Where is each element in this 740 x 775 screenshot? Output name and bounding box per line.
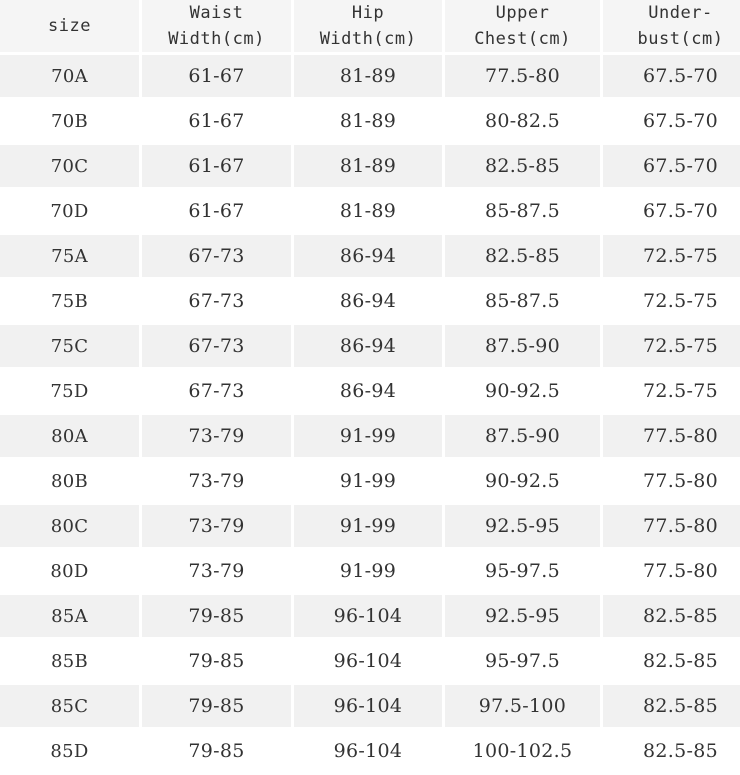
table-row	[0, 550, 740, 592]
waist-cell: 79-85	[142, 595, 291, 637]
upper-chest-cell: 87.5-90	[445, 415, 600, 457]
header-size-label: size	[48, 16, 91, 36]
header-waist-line2: Width(cm)	[168, 29, 265, 49]
header-waist-line1: Waist	[189, 3, 244, 23]
table-row	[0, 55, 740, 97]
waist-cell: 79-85	[142, 730, 291, 772]
underbust-cell: 72.5-75	[603, 235, 740, 277]
size-cell: 80C	[0, 505, 139, 547]
upper-chest-cell: 80-82.5	[445, 100, 600, 142]
table-row	[0, 595, 740, 637]
header-upper-chest-line2: Chest(cm)	[474, 29, 571, 49]
underbust-cell: 67.5-70	[603, 190, 740, 232]
size-cell: 85D	[0, 730, 139, 772]
hip-cell: 81-89	[294, 100, 442, 142]
table-row	[0, 370, 740, 412]
underbust-cell: 82.5-85	[603, 640, 740, 682]
size-cell: 85C	[0, 685, 139, 727]
waist-cell: 79-85	[142, 640, 291, 682]
waist-cell: 73-79	[142, 550, 291, 592]
waist-cell: 61-67	[142, 55, 291, 97]
header-upper-chest-line1: Upper	[495, 3, 550, 23]
underbust-cell: 82.5-85	[603, 730, 740, 772]
hip-cell: 96-104	[294, 685, 442, 727]
upper-chest-cell: 87.5-90	[445, 325, 600, 367]
header-row	[0, 0, 740, 52]
waist-cell: 73-79	[142, 460, 291, 502]
size-cell: 80B	[0, 460, 139, 502]
upper-chest-cell: 92.5-95	[445, 505, 600, 547]
underbust-cell: 72.5-75	[603, 280, 740, 322]
upper-chest-cell: 95-97.5	[445, 550, 600, 592]
table-row	[0, 505, 740, 547]
table-row	[0, 190, 740, 232]
header-underbust-line2: bust(cm)	[637, 29, 724, 49]
hip-cell: 96-104	[294, 730, 442, 772]
table-row	[0, 415, 740, 457]
underbust-cell: 77.5-80	[603, 505, 740, 547]
waist-cell: 73-79	[142, 415, 291, 457]
upper-chest-cell: 100-102.5	[445, 730, 600, 772]
underbust-cell: 72.5-75	[603, 325, 740, 367]
table-row	[0, 640, 740, 682]
size-cell: 85B	[0, 640, 139, 682]
header-hip-line2: Width(cm)	[319, 29, 417, 49]
header-upper-chest	[445, 0, 600, 52]
upper-chest-cell: 90-92.5	[445, 460, 600, 502]
waist-cell: 67-73	[142, 235, 291, 277]
waist-cell: 61-67	[142, 145, 291, 187]
hip-cell: 86-94	[294, 370, 442, 412]
upper-chest-cell: 85-87.5	[445, 280, 600, 322]
upper-chest-cell: 77.5-80	[445, 55, 600, 97]
underbust-cell: 77.5-80	[603, 415, 740, 457]
hip-cell: 91-99	[294, 415, 442, 457]
upper-chest-cell: 92.5-95	[445, 595, 600, 637]
table-row	[0, 730, 740, 772]
hip-cell: 86-94	[294, 325, 442, 367]
waist-cell: 61-67	[142, 100, 291, 142]
header-hip-width	[294, 0, 442, 52]
underbust-cell: 82.5-85	[603, 595, 740, 637]
table-row	[0, 460, 740, 502]
hip-cell: 86-94	[294, 280, 442, 322]
header-hip-line1: Hip	[351, 3, 385, 23]
upper-chest-cell: 95-97.5	[445, 640, 600, 682]
header-size	[0, 0, 139, 52]
size-cell: 80A	[0, 415, 139, 457]
hip-cell: 81-89	[294, 145, 442, 187]
upper-chest-cell: 97.5-100	[445, 685, 600, 727]
header-waist-width	[142, 0, 291, 52]
table-body	[0, 55, 740, 772]
upper-chest-cell: 82.5-85	[445, 235, 600, 277]
size-cell: 70B	[0, 100, 139, 142]
header-underbust-line1: Under-	[648, 3, 713, 23]
table-row	[0, 280, 740, 322]
table-row	[0, 685, 740, 727]
underbust-cell: 77.5-80	[603, 460, 740, 502]
size-cell: 70A	[0, 55, 139, 97]
table-header	[0, 0, 740, 52]
size-cell: 75D	[0, 370, 139, 412]
hip-cell: 91-99	[294, 550, 442, 592]
upper-chest-cell: 82.5-85	[445, 145, 600, 187]
waist-cell: 67-73	[142, 280, 291, 322]
size-cell: 75B	[0, 280, 139, 322]
upper-chest-cell: 85-87.5	[445, 190, 600, 232]
table-row	[0, 235, 740, 277]
table-row	[0, 145, 740, 187]
waist-cell: 67-73	[142, 325, 291, 367]
waist-cell: 67-73	[142, 370, 291, 412]
underbust-cell: 67.5-70	[603, 100, 740, 142]
hip-cell: 81-89	[294, 190, 442, 232]
upper-chest-cell: 90-92.5	[445, 370, 600, 412]
waist-cell: 79-85	[142, 685, 291, 727]
hip-cell: 91-99	[294, 460, 442, 502]
underbust-cell: 82.5-85	[603, 685, 740, 727]
table-row	[0, 325, 740, 367]
underbust-cell: 67.5-70	[603, 55, 740, 97]
size-cell: 80D	[0, 550, 139, 592]
table-row	[0, 100, 740, 142]
size-cell: 70C	[0, 145, 139, 187]
underbust-cell: 72.5-75	[603, 370, 740, 412]
size-cell: 75C	[0, 325, 139, 367]
hip-cell: 91-99	[294, 505, 442, 547]
underbust-cell: 77.5-80	[603, 550, 740, 592]
size-cell: 85A	[0, 595, 139, 637]
waist-cell: 61-67	[142, 190, 291, 232]
hip-cell: 81-89	[294, 55, 442, 97]
header-underbust	[603, 0, 740, 52]
hip-cell: 86-94	[294, 235, 442, 277]
hip-cell: 96-104	[294, 640, 442, 682]
size-cell: 75A	[0, 235, 139, 277]
size-cell: 70D	[0, 190, 139, 232]
underbust-cell: 67.5-70	[603, 145, 740, 187]
hip-cell: 96-104	[294, 595, 442, 637]
waist-cell: 73-79	[142, 505, 291, 547]
